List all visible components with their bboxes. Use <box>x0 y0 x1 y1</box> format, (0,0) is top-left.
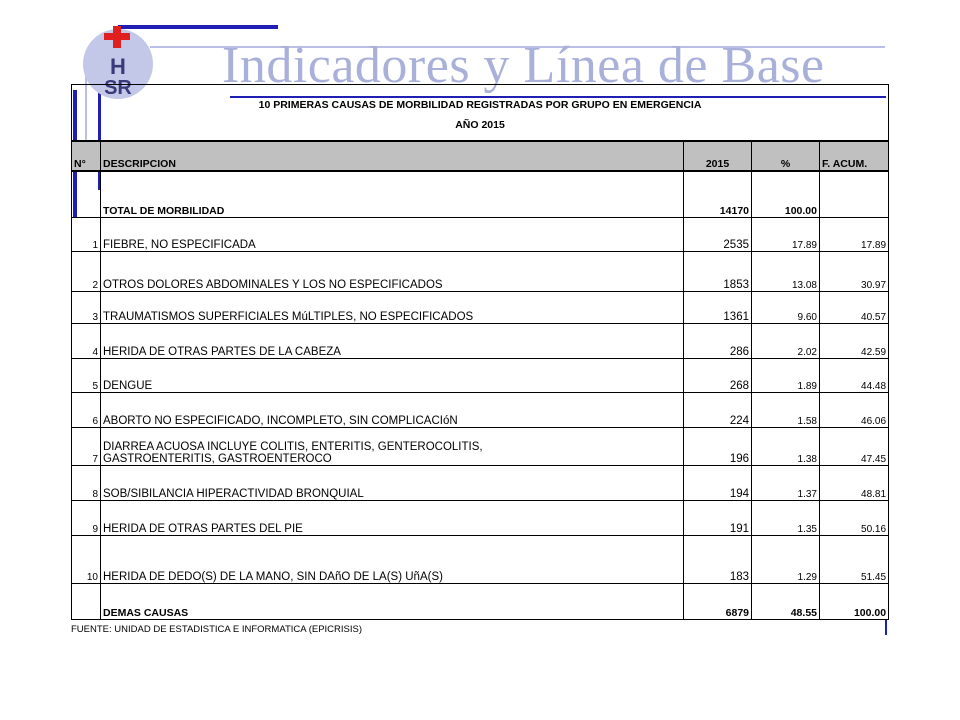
row-description: OTROS DOLORES ABDOMINALES Y LOS NO ESPECIFICADOS <box>101 252 684 292</box>
table-row <box>72 428 889 466</box>
row-description-multiline <box>101 428 684 466</box>
row-percent: 1.35 <box>752 501 820 536</box>
row-percent: 9.60 <box>752 292 820 324</box>
row-accum: 50.16 <box>820 501 889 536</box>
row-count: 286 <box>684 324 752 359</box>
total-count: 14170 <box>684 171 752 218</box>
table-row <box>72 393 889 428</box>
row-percent: 17.89 <box>752 218 820 252</box>
table-subtitle: AÑO 2015 <box>455 119 505 132</box>
table-header-row <box>72 141 889 171</box>
table-title: 10 PRIMERAS CAUSAS DE MORBILIDAD REGISTRADAS POR GRUPO EN EMERGENCIA <box>258 99 702 112</box>
table-row <box>72 324 889 359</box>
row-accum: 17.89 <box>820 218 889 252</box>
svg-text:H: H <box>110 54 126 79</box>
source-note: FUENTE: UNIDAD DE ESTADISTICA E INFORMATICA (EPICRISIS) <box>71 624 363 635</box>
row-number: 3 <box>72 292 101 324</box>
row-accum: 30.97 <box>820 252 889 292</box>
row-accum: 42.59 <box>820 324 889 359</box>
row-accum: 46.06 <box>820 393 889 428</box>
row-accum: 44.48 <box>820 359 889 393</box>
row-accum: 40.57 <box>820 292 889 324</box>
row-number: 4 <box>72 324 101 359</box>
row-count: 224 <box>684 393 752 428</box>
row-percent: 1.89 <box>752 359 820 393</box>
col-header-percent: % <box>752 141 820 171</box>
table-row-demas <box>72 584 889 620</box>
row-count: 1853 <box>684 252 752 292</box>
row-percent: 1.37 <box>752 466 820 501</box>
demas-count: 6879 <box>684 584 752 620</box>
total-accum <box>820 171 889 218</box>
table-row <box>72 359 889 393</box>
morbidity-table <box>71 84 888 620</box>
row-description: FIEBRE, NO ESPECIFICADA <box>101 218 684 252</box>
row-count: 1361 <box>684 292 752 324</box>
total-percent: 100.00 <box>752 171 820 218</box>
table-row-total <box>72 171 889 218</box>
demas-label: DEMAS CAUSAS <box>101 584 684 620</box>
total-label: TOTAL DE MORBILIDAD <box>101 171 684 218</box>
row-number: 2 <box>72 252 101 292</box>
row-number: 10 <box>72 536 101 584</box>
col-header-year: 2015 <box>684 141 752 171</box>
row-description: HERIDA DE OTRAS PARTES DE LA CABEZA <box>101 324 684 359</box>
deco-right-edge <box>885 620 887 635</box>
row-count: 2535 <box>684 218 752 252</box>
row-description: HERIDA DE OTRAS PARTES DEL PIE <box>101 501 684 536</box>
row-number: 1 <box>72 218 101 252</box>
svg-text:SR: SR <box>104 77 132 99</box>
row-number: 9 <box>72 501 101 536</box>
col-header-accum: F. ACUM. <box>820 141 889 171</box>
table-row <box>72 292 889 324</box>
table-row <box>72 218 889 252</box>
row-number: 7 <box>72 428 101 466</box>
col-header-description: DESCRIPCION <box>101 141 684 171</box>
row-count: 191 <box>684 501 752 536</box>
row-number: 6 <box>72 393 101 428</box>
row-count: 183 <box>684 536 752 584</box>
row-percent: 1.38 <box>752 428 820 466</box>
row-description: TRAUMATISMOS SUPERFICIALES MúLTIPLES, NO ESPECIFICADOS <box>101 292 684 324</box>
row-percent: 1.58 <box>752 393 820 428</box>
row-count: 194 <box>684 466 752 501</box>
row-accum: 47.45 <box>820 428 889 466</box>
table-row <box>72 501 889 536</box>
row-description: HERIDA DE DEDO(S) DE LA MANO, SIN DAñO DE LA(S) UñA(S) <box>101 536 684 584</box>
row-percent: 2.02 <box>752 324 820 359</box>
table-row <box>72 252 889 292</box>
row-number: 8 <box>72 466 101 501</box>
row-description-line2: GASTROENTERITIS, GASTROENTEROCO <box>103 453 332 465</box>
row-count: 268 <box>684 359 752 393</box>
row-number: 5 <box>72 359 101 393</box>
row-description: ABORTO NO ESPECIFICADO, INCOMPLETO, SIN COMPLICACIóN <box>101 393 684 428</box>
row-count: 196 <box>684 428 752 466</box>
row-description: SOB/SIBILANCIA HIPERACTIVIDAD BRONQUIAL <box>101 466 684 501</box>
row-description: DENGUE <box>101 359 684 393</box>
col-header-number: N° <box>72 141 101 171</box>
demas-accum: 100.00 <box>820 584 889 620</box>
table-row <box>72 466 889 501</box>
row-accum: 51.45 <box>820 536 889 584</box>
row-percent: 1.29 <box>752 536 820 584</box>
row-description-line1: DIARREA ACUOSA INCLUYE COLITIS, ENTERITIS, GENTEROCOLITIS, <box>103 441 483 453</box>
demas-percent: 48.55 <box>752 584 820 620</box>
page-title: Indicadores y Línea de Base <box>222 37 825 94</box>
row-percent: 13.08 <box>752 252 820 292</box>
table-row <box>72 536 889 584</box>
row-accum: 48.81 <box>820 466 889 501</box>
